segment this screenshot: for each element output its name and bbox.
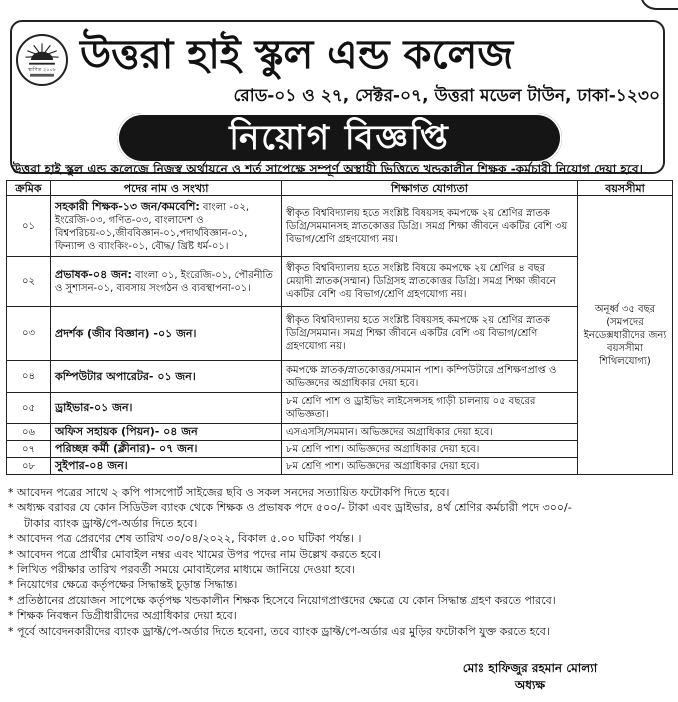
post-title: অফিস সহায়ক (পিয়ন)- ০৪ জন [55,425,198,438]
row-serial: ০৩ [7,307,51,361]
row-qualification: কমপক্ষে স্নাতক/স্নাতকোত্তর/সমমান পাশ। কম্পিউটারে প্রশিক্ষণপ্রাপ্ত ও অভিজ্ঞদের অগ্রাধিকার দেয়া হবে। [282,361,578,393]
note-item: * আবেদন পত্র প্রেরণের শেষ তারিখ ৩০/০৪/২০২২, বিকাল ৫.০০ ঘটিকা পর্যন্ত। । [8,532,362,546]
row-qualification: স্বীকৃত বিশ্ববিদ্যালয় হতে সংশ্লিষ্ট বিষয়ে কমপক্ষে ২য় শ্রেণির ৪ বছর মেয়াদী স্নাতক(সম্মান) ডিগ্রিসহ স্নাতকোত্তর ডিগ্রি। সমগ্র শিক্ষা জীবনে একটির বেশি ৩য় বিভাগ/শ্রেণি গ্রহণযোগ্য নয়। [282,257,578,307]
post-title: প্রদর্শক (জীব বিজ্ঞান) -০১ জন। [55,326,197,340]
notes-list [8,485,668,639]
note-item: * প্রতিষ্ঠানের প্রয়োজন সাপেক্ষে কর্তৃপক্ষ খন্ডকালীন শিক্ষক হিসেবে নিয়োগপ্রাপ্তদের ক্ষেত্রে যে কোন সিদ্ধান্ত গ্রহণ করতে পারবে। [8,593,556,607]
row-serial: ০৮ [7,458,51,475]
notice-banner: নিয়োগ বিজ্ঞপ্তি [117,113,562,163]
table-row [7,458,673,475]
job-table [6,180,673,475]
note-item: * আবেদন পত্রের সাথে ২ কপি পাসপোর্ট সাইজের ছবি ও সকল সনদের সত্যায়িত ফটোকপি দিতে হবে। [8,486,450,499]
post-title: কম্পিউটার অপারেটর- ০১ জন। [55,369,196,383]
row-serial: ০৫ [7,393,51,424]
school-logo [16,34,68,86]
row-qualification: স্বীকৃত বিশ্ববিদ্যালয় হতে সংশ্লিষ্ট বিষয়সহ কমপক্ষে ২য় শ্রেণির স্নাতক ডিগ্রি/সমমানসহ স্নাতকোত্তর ডিগ্রি। সমগ্র শিক্ষা জীবনে একটির বেশি ৩য় বিভাগ/শ্রেণি গ্রহণযোগ্য নয়। [282,196,578,257]
table-row [7,361,673,393]
post-title: সহকারী শিক্ষক-১৩ জন/কমবেশি: [55,199,200,213]
post-detail: বাংলা -০২, ইংরেজি-০৩, গণিত-০৩, বাংলাদেশ ও বিশ্বপরিচয়-০১,জীববিজ্ঞান-০১,পদার্থবিজ্ঞান-০১, ফিন্যান্স ও ব্যাংকিং-০১, বৌদ্ধ/ খ্রিষ্ট ধর্ম-০১। [55,201,250,252]
note-item: * লিখিত পরীক্ষার তারিখ পরবর্তী সময়ে মোবাইলের মাধ্যমে জানিয়ে দেওয়া হবে। [8,563,355,577]
note-item-continuation: টাকার ব্যাংক ড্রাফ্ট/পে-অর্ডার দিতে হবে। [24,516,198,530]
signatory-name: মোঃ হাফিজুর রহমান মোল্যা [462,661,598,675]
intro-statement: উত্তরা হাই স্কুল এন্ড কলেজে নিজস্ব অর্থায়নে ও শর্ত সাপেক্ষে সম্পূর্ণ অস্থায়ী ভিত্তিতে খন্ডকালীন শিক্ষক -কর্মচারী নিয়োগ দেয়া হবে। [12,162,643,176]
signatory-title: অধ্যক্ষ [514,678,546,692]
row-post [51,393,282,424]
header-post: পদের নাম ও সংখ্যা [51,181,282,196]
row-qualification: স্বীকৃত বিশ্ববিদ্যালয় হতে সংশ্লিষ্ট বিষয়সহ কমপক্ষে ২য় শ্রেণির স্নাতক ডিগ্রি/সমমান। সমগ্র শিক্ষা জীবনে একটির বেশি ৩য় বিভাগ/শ্রেণি গ্রহণযোগ্য নয়। [282,307,578,361]
school-address: রোড-০১ ও ২৭, সেক্টর-০৭, উত্তরা মডেল টাউন, ঢাকা-১২৩০ [233,86,660,106]
header-serial: ক্রমিক [7,181,51,196]
note-item: * অধ্যক্ষ বরাবর যে কোন সিডিউল ব্যাংক থেকে শিক্ষক ও প্রভাষক পদে ৫০০/- টাকা এবং ড্রাইভার, ৪র্থ শ্রেণির কর্মচারী পদে ৩০০/- [8,501,572,515]
top-decoration [640,0,678,10]
row-qualification: এসএসসি/সমমান। অভিজ্ঞদের অগ্রাধিকার দেয়া হবে। [282,424,578,441]
row-serial: ০৬ [7,424,51,441]
row-serial: ০৪ [7,361,51,393]
table-row [7,307,673,361]
row-serial: ০২ [7,257,51,307]
header-qualification: শিক্ষাগত যোগ্যতা [282,181,578,196]
signature-block [400,660,660,694]
school-name: উত্তরা হাই স্কুল এন্ড কলেজ [80,32,514,78]
note-item: * পূর্বে আবেদনকারীদের ব্যাংক ড্রাফ্ট/পে-অর্ডার দিতে হবেনা, তবে ব্যাংক ড্রাফ্ট/পে-অর্ডার এর মুড়ির ফটোকপি যুক্ত করতে হবে। [8,624,550,638]
row-post [51,257,282,307]
row-qualification: ৮ম শ্রেণি পাশ। অভিজ্ঞদের অগ্রাধিকার দেয়া হবে। [282,458,578,475]
note-item: * নিয়োগের ক্ষেত্রে কর্তৃপক্ষের সিদ্ধান্তই চূড়ান্ত সিদ্ধান্ত। [8,578,238,592]
table-header-row [7,181,673,196]
row-qualification: ৮ম শ্রেণি পাশ। অভিজ্ঞদের অগ্রাধিকার দেয়া হবে। [282,441,578,458]
row-post [51,424,282,441]
post-title: ড্রাইভার-০১ জন। [55,401,133,414]
row-post [51,307,282,361]
row-post [51,361,282,393]
row-post [51,458,282,475]
note-item: * আবেদন পত্রে প্রার্থীর মোবাইল নম্বর এবং খামের উপর পদের নাম উল্লেখ করতে হবে। [8,547,382,561]
row-post [51,196,282,257]
table-row [7,196,673,257]
row-serial: ০৭ [7,441,51,458]
row-serial: ০১ [7,196,51,257]
table-row [7,441,673,458]
post-title: সুইপার-০৪ জন। [55,459,128,472]
table-row [7,257,673,307]
age-limit: অনূর্ধ্ব ৩৫ বছর (সমপদের ইনডেক্সধারীদের জন্য বয়সসীমা শিথিলযোগ্য) [578,196,673,475]
sun-emblem-icon [18,36,66,84]
post-title: প্রভাষক-০৪ জন: [55,268,132,281]
post-title: পরিচ্ছন্ন কর্মী (ক্লীনার)- ০৭ জন। [55,442,198,455]
row-post [51,441,282,458]
logo-caption: স্থাপিত ২০০৮ [27,67,57,74]
row-qualification: ৮ম শ্রেণি পাশ ও ড্রাইভিং লাইসেন্সসহ গাড়ী চালনায় ০৫ বছরের অভিজ্ঞতা। [282,393,578,424]
note-item: * শিক্ষক নিবন্ধন ডিগ্রীধারীদের অগ্রাধিকার দেয়া হবে। [8,609,237,623]
table-row [7,393,673,424]
post-detail: বাংলা ০১, ইংরেজি-০১, পৌরনীতি ও সুশাসন-০১, ব্যবসায় সংগঠন ও ব্যবস্থাপনা-০১। [55,270,273,294]
table-row [7,424,673,441]
header-age: বয়সসীমা [578,181,673,196]
